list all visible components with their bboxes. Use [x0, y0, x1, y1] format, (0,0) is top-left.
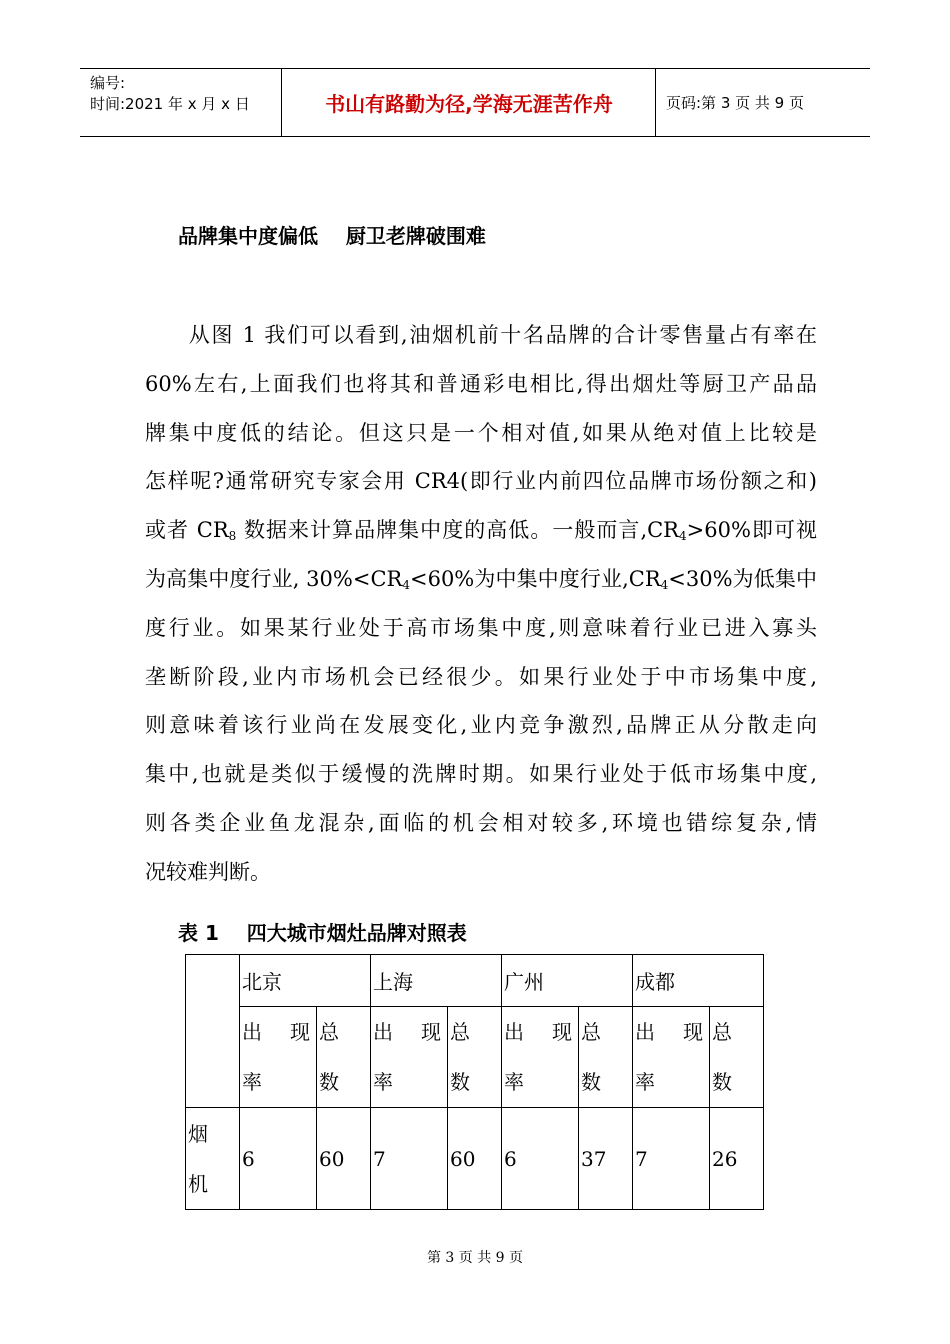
header-meta — [90, 73, 250, 115]
table-row — [186, 1108, 764, 1210]
city-guangzhou: 广州 — [502, 955, 633, 1007]
table-cell: 7 — [633, 1108, 710, 1210]
total-header: 总 数 — [317, 1007, 371, 1108]
city-chengdu: 成都 — [633, 955, 764, 1007]
paragraph-line: 况较难判断。 — [145, 859, 271, 884]
rate-header: 出 现 率 — [240, 1007, 317, 1108]
brand-table — [185, 954, 764, 1210]
paragraph-line: 则意味着该行业尚在发展变化,业内竞争激烈,品牌正从分散走向 — [145, 713, 817, 738]
section-title: 品牌集中度偏低 厨卫老牌破围难 — [178, 224, 486, 248]
paragraph-line: 为高集中度行业, $30\%<CR_4<60\%$为中集中度行业$,CR_4<30\%$为低集中 — [145, 566, 817, 592]
city-shanghai: 上海 — [371, 955, 502, 1007]
table-cell: 60 — [317, 1108, 371, 1210]
paragraph-line: 从图 1 我们可以看到,油烟机前十名品牌的合计零售量占有率在 — [187, 323, 817, 347]
table-cell: 37 — [579, 1108, 633, 1210]
paragraph-line: 则各类企业鱼龙混杂,面临的机会相对较多,环境也错综复杂,情 — [145, 810, 817, 835]
table-cell: 60 — [448, 1108, 502, 1210]
total-header: 总 数 — [579, 1007, 633, 1108]
paragraph-line: 度行业。如果某行业处于高市场集中度,则意味着行业已进入寡头 — [145, 615, 817, 640]
total-header: 总 数 — [710, 1007, 764, 1108]
total-header: 总 数 — [448, 1007, 502, 1108]
table-header-row — [186, 955, 764, 1007]
paragraph-line: 60%左右,上面我们也将其和普通彩电相比,得出烟灶等厨卫产品品 — [145, 371, 817, 396]
header-number: 编号: — [90, 74, 126, 92]
table-cell: 26 — [710, 1108, 764, 1210]
paragraph-line: 集中,也就是类似于缓慢的洗牌时期。如果行业处于低市场集中度, — [145, 762, 817, 787]
table-cell: 6 — [240, 1108, 317, 1210]
page-header — [80, 68, 870, 137]
header-divider — [655, 69, 656, 136]
header-divider — [281, 69, 282, 136]
header-page-number: 页码:第 3 页 共 9 页 — [666, 94, 804, 112]
rate-header: 出 现 率 — [502, 1007, 579, 1108]
row-label: 烟 机 — [186, 1108, 240, 1210]
paragraph-line: 怎样呢?通常研究专家会用 CR4(即行业内前四位品牌市场份额之和) — [145, 469, 817, 494]
rate-header: 出 现 率 — [371, 1007, 448, 1108]
rate-header: 出 现 率 — [633, 1007, 710, 1108]
table-caption: 表 1 四大城市烟灶品牌对照表 — [178, 921, 467, 945]
body-paragraph — [145, 311, 817, 897]
table-cell: 7 — [371, 1108, 448, 1210]
table-corner — [186, 955, 240, 1108]
paragraph-line: 牌集中度低的结论。但这只是一个相对值,如果从绝对值上比较是 — [145, 420, 817, 445]
header-motto: 书山有路勤为径,学海无涯苦作舟 — [325, 92, 613, 116]
paragraph-line: 或者 $CR_8$ 数据来计算品牌集中度的高低。一般而言$,CR_4>60\%$即可视 — [145, 518, 817, 544]
paragraph-line: 垄断阶段,业内市场机会已经很少。如果行业处于中市场集中度, — [145, 664, 817, 689]
table-subheader-row — [186, 1007, 764, 1108]
header-time: 时间:2021 年 x 月 x 日 — [90, 95, 250, 113]
table-cell: 6 — [502, 1108, 579, 1210]
page-footer: 第 3 页 共 9 页 — [426, 1250, 524, 1266]
city-beijing: 北京 — [240, 955, 371, 1007]
